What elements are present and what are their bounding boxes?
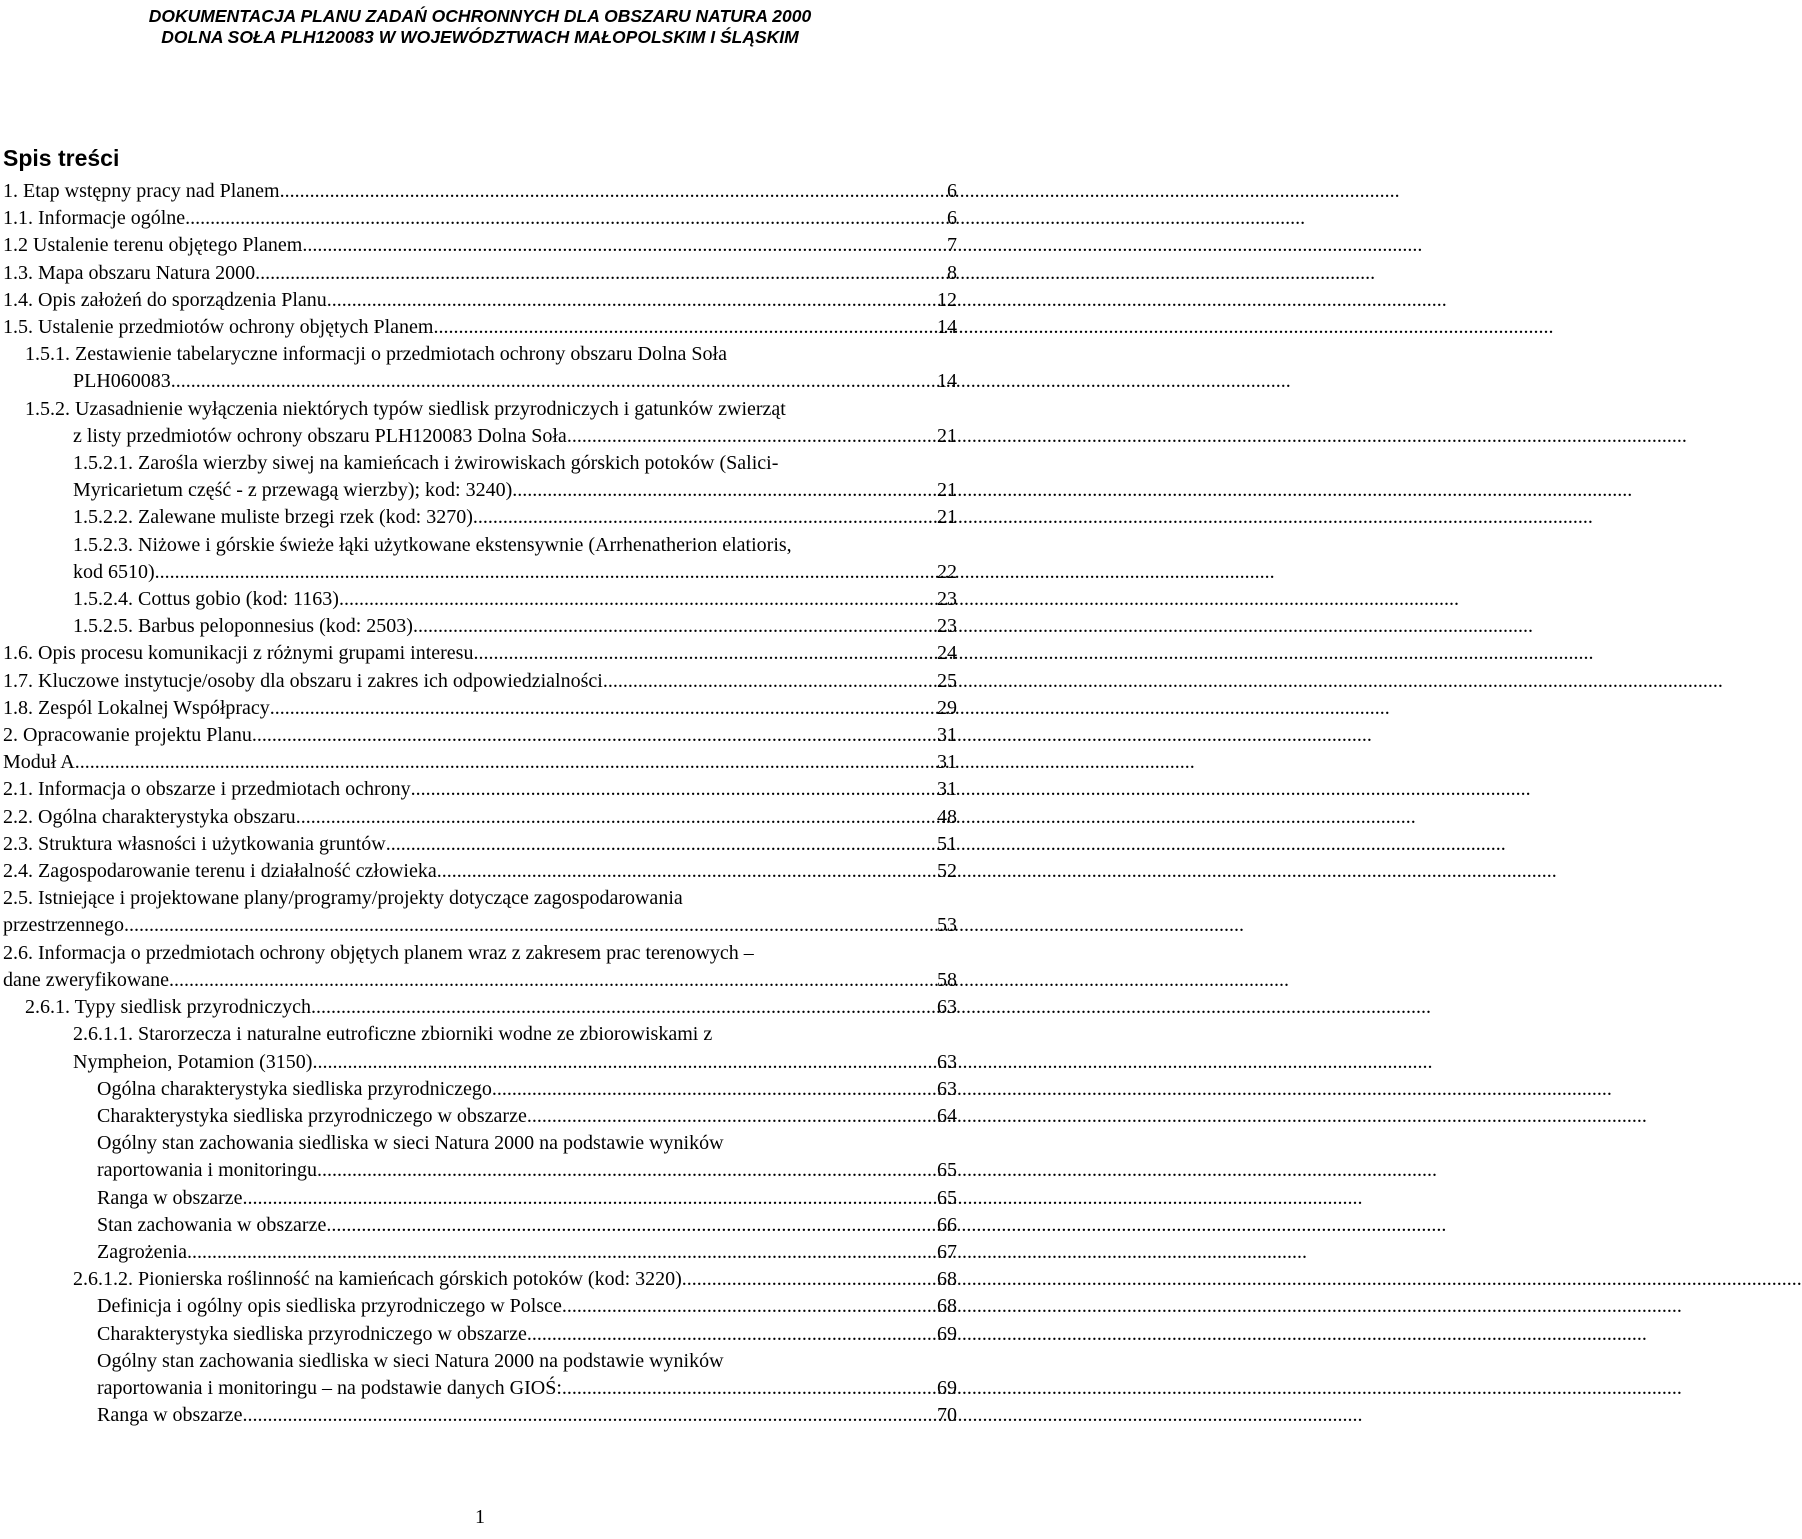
toc-title: Spis treści bbox=[3, 145, 120, 171]
toc-entry-label: Nympheion, Potamion (3150) bbox=[73, 1050, 313, 1073]
toc-entry[interactable] bbox=[3, 1266, 957, 1293]
toc-page-number: 6 bbox=[947, 207, 957, 230]
toc-entry[interactable] bbox=[3, 1239, 957, 1266]
dot-leader bbox=[386, 831, 930, 858]
dot-leader bbox=[326, 1212, 930, 1239]
toc-page-number: 31 bbox=[937, 778, 957, 801]
toc-entry-label: 2.3. Struktura własności i użytkowania gruntów bbox=[3, 832, 386, 855]
toc-page-number: 58 bbox=[937, 968, 957, 991]
dot-leader bbox=[473, 504, 930, 531]
dot-leader bbox=[562, 1375, 930, 1402]
toc-entry[interactable] bbox=[3, 314, 957, 341]
dot-leader bbox=[280, 178, 930, 205]
document-header bbox=[0, 6, 960, 48]
toc-entry[interactable] bbox=[3, 858, 957, 885]
toc-entry-label: Ogólna charakterystyka siedliska przyrodniczego bbox=[97, 1077, 492, 1100]
toc-page-number: 14 bbox=[937, 316, 957, 339]
toc-page-number: 68 bbox=[937, 1268, 957, 1291]
toc-entry[interactable] bbox=[3, 205, 957, 232]
toc-page-number: 69 bbox=[937, 1376, 957, 1399]
toc-entry-text-line: 1.5.2.3. Niżowe i górskie świeże łąki użytkowane ekstensywnie (Arrhenatherion elatioris, bbox=[73, 533, 792, 556]
toc-entry-label: Myricarietum część - z przewagą wierzby); kod: 3240) bbox=[73, 479, 513, 502]
toc-entry-label: dane zweryfikowane bbox=[3, 968, 170, 991]
toc-entry-label: raportowania i monitoringu bbox=[97, 1159, 317, 1182]
dot-leader bbox=[567, 423, 930, 450]
toc-entry-label: 1.7. Kluczowe instytucje/osoby dla obszaru i zakres ich odpowiedzialności bbox=[3, 669, 603, 692]
toc-entry-label: 1.5.2.4. Cottus gobio (kod: 1163) bbox=[73, 588, 339, 611]
toc-entry-label: 2. Opracowanie projektu Planu bbox=[3, 724, 252, 747]
toc-page-number: 7 bbox=[947, 234, 957, 257]
dot-leader bbox=[527, 1321, 930, 1348]
toc-entry-label: 1.1. Informacje ogólne bbox=[3, 207, 186, 230]
toc-page-number: 8 bbox=[947, 261, 957, 284]
toc-entry[interactable] bbox=[3, 1076, 957, 1103]
dot-leader bbox=[296, 804, 930, 831]
toc-entry[interactable] bbox=[3, 940, 957, 994]
toc-entry[interactable] bbox=[3, 341, 957, 395]
toc-entry[interactable] bbox=[3, 885, 957, 939]
header-line-1: DOKUMENTACJA PLANU ZADAŃ OCHRONNYCH DLA OBSZARU NATURA 2000 bbox=[148, 6, 812, 26]
toc-entry[interactable] bbox=[3, 178, 957, 205]
toc-entry-text-line: 1.5.2. Uzasadnienie wyłączenia niektórych typów siedlisk przyrodniczych i gatunków zwierząt bbox=[25, 397, 786, 420]
dot-leader bbox=[252, 722, 930, 749]
toc-entry[interactable] bbox=[3, 1021, 957, 1075]
toc-page-number: 69 bbox=[937, 1322, 957, 1345]
dot-leader bbox=[682, 1266, 930, 1293]
toc-entry-label: raportowania i monitoringu – na podstawie danych GIOŚ: bbox=[97, 1376, 562, 1399]
toc-entry[interactable] bbox=[3, 831, 957, 858]
toc-page-number: 31 bbox=[937, 724, 957, 747]
dot-leader bbox=[433, 314, 930, 341]
toc-page-number: 63 bbox=[937, 1077, 957, 1100]
dot-leader bbox=[413, 613, 930, 640]
toc-entry-label: 1.8. Zespól Lokalnej Współpracy bbox=[3, 696, 270, 719]
toc-entry[interactable] bbox=[3, 776, 957, 803]
toc-page-number: 66 bbox=[937, 1213, 957, 1236]
toc-entry[interactable] bbox=[3, 1130, 957, 1184]
toc-entry-label: 2.6.1. Typy siedlisk przyrodniczych bbox=[25, 996, 311, 1019]
dot-leader bbox=[155, 559, 930, 586]
toc-entry-label: Ranga w obszarze bbox=[97, 1404, 243, 1427]
toc-page-number: 24 bbox=[937, 642, 957, 665]
toc-page-number: 48 bbox=[937, 805, 957, 828]
toc-entry-label: 2.1. Informacja o obszarze i przedmiotach ochrony bbox=[3, 778, 411, 801]
toc-entry[interactable] bbox=[3, 695, 957, 722]
dot-leader bbox=[243, 1402, 931, 1429]
toc-entry-label: 1.6. Opis procesu komunikacji z różnymi grupami interesu bbox=[3, 642, 474, 665]
toc-page-number: 12 bbox=[937, 288, 957, 311]
toc-page-number: 21 bbox=[937, 479, 957, 502]
toc-entry-label: Definicja i ogólny opis siedliska przyrodniczego w Polsce bbox=[97, 1295, 562, 1318]
toc-entry[interactable] bbox=[3, 1348, 957, 1402]
toc-page-number: 23 bbox=[937, 588, 957, 611]
toc-entry-text-line: 2.6. Informacja o przedmiotach ochrony objętych planem wraz z zakresem prac terenowych – bbox=[3, 941, 754, 964]
toc-entry-label: 1.4. Opis założeń do sporządzenia Planu bbox=[3, 288, 327, 311]
toc-page-number: 65 bbox=[937, 1159, 957, 1182]
toc-entry[interactable] bbox=[3, 586, 957, 613]
toc-entry-label: Charakterystyka siedliska przyrodniczego w obszarze bbox=[97, 1104, 527, 1127]
toc-page-number: 63 bbox=[937, 1050, 957, 1073]
toc-page-number: 70 bbox=[937, 1404, 957, 1427]
toc-entry-text-line: 2.6.1.1. Starorzecza i naturalne eutroficzne zbiorniki wodne ze zbiorowiskami z bbox=[73, 1023, 713, 1046]
toc-entry-text-line: 2.5. Istniejące i projektowane plany/programy/projekty dotyczące zagospodarowania bbox=[3, 887, 683, 910]
toc-page-number: 65 bbox=[937, 1186, 957, 1209]
toc-page-number: 67 bbox=[937, 1240, 957, 1263]
dot-leader bbox=[124, 912, 930, 939]
toc-entry-label: PLH060083 bbox=[73, 370, 171, 393]
toc-page-number: 51 bbox=[937, 832, 957, 855]
toc-entry-label: 1.5. Ustalenie przedmiotów ochrony objętych Planem bbox=[3, 316, 434, 339]
toc-entry-label: kod 6510) bbox=[73, 560, 155, 583]
dot-leader bbox=[562, 1293, 930, 1320]
toc-entry-text-line: 1.5.1. Zestawienie tabelaryczne informacji o przedmiotach ochrony obszaru Dolna Soła bbox=[25, 343, 727, 366]
dot-leader bbox=[411, 776, 930, 803]
dot-leader bbox=[327, 287, 930, 314]
dot-leader bbox=[75, 749, 930, 776]
toc-entry-label: 2.4. Zagospodarowanie terenu i działalność człowieka bbox=[3, 860, 437, 883]
toc-entry-label: 2.6.1.2. Pionierska roślinność na kamieńcach górskich potoków (kod: 3220) bbox=[73, 1268, 682, 1291]
toc-entry-label: Zagrożenia bbox=[97, 1240, 187, 1263]
toc-entry[interactable] bbox=[3, 613, 957, 640]
dot-leader bbox=[270, 695, 930, 722]
toc-entry[interactable] bbox=[3, 532, 957, 586]
toc-entry-label: 1.2 Ustalenie terenu objętego Planem bbox=[3, 234, 303, 257]
dot-leader bbox=[492, 1076, 930, 1103]
toc-page-number: 22 bbox=[937, 560, 957, 583]
dot-leader bbox=[512, 477, 930, 504]
toc-entry-label: przestrzennego bbox=[3, 914, 125, 937]
dot-leader bbox=[311, 994, 930, 1021]
dot-leader bbox=[312, 1049, 930, 1076]
toc-page-number: 21 bbox=[937, 424, 957, 447]
toc-entry-label: 1.5.2.2. Zalewane muliste brzegi rzek (kod: 3270) bbox=[73, 506, 473, 529]
dot-leader bbox=[603, 668, 930, 695]
toc-entry[interactable] bbox=[3, 1321, 957, 1348]
page-number: 1 bbox=[475, 1506, 485, 1528]
toc-page-number: 14 bbox=[937, 370, 957, 393]
table-of-contents bbox=[3, 178, 957, 1429]
toc-entry[interactable] bbox=[3, 722, 957, 749]
toc-entry-label: Moduł A bbox=[3, 751, 75, 774]
toc-entry[interactable] bbox=[3, 396, 957, 450]
toc-page-number: 21 bbox=[937, 506, 957, 529]
toc-entry[interactable] bbox=[3, 804, 957, 831]
toc-entry[interactable] bbox=[3, 260, 957, 287]
toc-page-number: 64 bbox=[937, 1104, 957, 1127]
toc-entry[interactable] bbox=[3, 1185, 957, 1212]
toc-entry-label: Stan zachowania w obszarze bbox=[97, 1213, 327, 1236]
toc-page-number: 52 bbox=[937, 860, 957, 883]
toc-entry-label: Ranga w obszarze bbox=[97, 1186, 243, 1209]
dot-leader bbox=[437, 858, 930, 885]
toc-entry[interactable] bbox=[3, 1402, 957, 1429]
toc-entry[interactable] bbox=[3, 1293, 957, 1320]
toc-page-number: 25 bbox=[937, 669, 957, 692]
toc-entry-text-line: Ogólny stan zachowania siedliska w sieci Natura 2000 na podstawie wyników bbox=[97, 1132, 724, 1155]
toc-entry-text-line: 1.5.2.1. Zarośla wierzby siwej na kamieńcach i żwirowiskach górskich potoków (Salici- bbox=[73, 452, 779, 475]
dot-leader bbox=[527, 1103, 930, 1130]
toc-page-number: 31 bbox=[937, 751, 957, 774]
toc-entry-label: z listy przedmiotów ochrony obszaru PLH120083 Dolna Soła bbox=[73, 424, 567, 447]
toc-page-number: 68 bbox=[937, 1295, 957, 1318]
dot-leader bbox=[169, 967, 930, 994]
toc-page-number: 63 bbox=[937, 996, 957, 1019]
dot-leader bbox=[171, 368, 930, 395]
toc-entry[interactable] bbox=[3, 994, 957, 1021]
dot-leader bbox=[339, 586, 930, 613]
toc-entry[interactable] bbox=[3, 1103, 957, 1130]
toc-entry-label: 1.3. Mapa obszaru Natura 2000 bbox=[3, 261, 256, 284]
toc-entry[interactable] bbox=[3, 287, 957, 314]
toc-page-number: 29 bbox=[937, 696, 957, 719]
toc-entry-text-line: Ogólny stan zachowania siedliska w sieci Natura 2000 na podstawie wyników bbox=[97, 1349, 724, 1372]
header-line-2: DOLNA SOŁA PLH120083 W WOJEWÓDZTWACH MAŁOPOLSKIM I ŚLĄSKIM bbox=[161, 27, 799, 47]
toc-entry[interactable] bbox=[3, 749, 957, 776]
toc-entry-label: 1. Etap wstępny pracy nad Planem bbox=[3, 180, 280, 202]
toc-entry[interactable] bbox=[3, 450, 957, 504]
toc-entry[interactable] bbox=[3, 232, 957, 259]
toc-entry-label: Charakterystyka siedliska przyrodniczego w obszarze bbox=[97, 1322, 527, 1345]
dot-leader bbox=[185, 205, 930, 232]
toc-entry-label: 1.5.2.5. Barbus peloponnesius (kod: 2503) bbox=[73, 615, 413, 638]
dot-leader bbox=[317, 1157, 930, 1184]
toc-entry[interactable] bbox=[3, 668, 957, 695]
dot-leader bbox=[243, 1185, 931, 1212]
toc-page-number: 53 bbox=[937, 914, 957, 937]
dot-leader bbox=[255, 260, 930, 287]
dot-leader bbox=[187, 1239, 930, 1266]
toc-entry[interactable] bbox=[3, 640, 957, 667]
toc-entry[interactable] bbox=[3, 1212, 957, 1239]
toc-page-number: 23 bbox=[937, 615, 957, 638]
dot-leader bbox=[473, 640, 930, 667]
toc-page-number: 6 bbox=[947, 180, 957, 202]
toc-entry-label: 2.2. Ogólna charakterystyka obszaru bbox=[3, 805, 296, 828]
toc-entry[interactable] bbox=[3, 504, 957, 531]
dot-leader bbox=[302, 232, 930, 259]
